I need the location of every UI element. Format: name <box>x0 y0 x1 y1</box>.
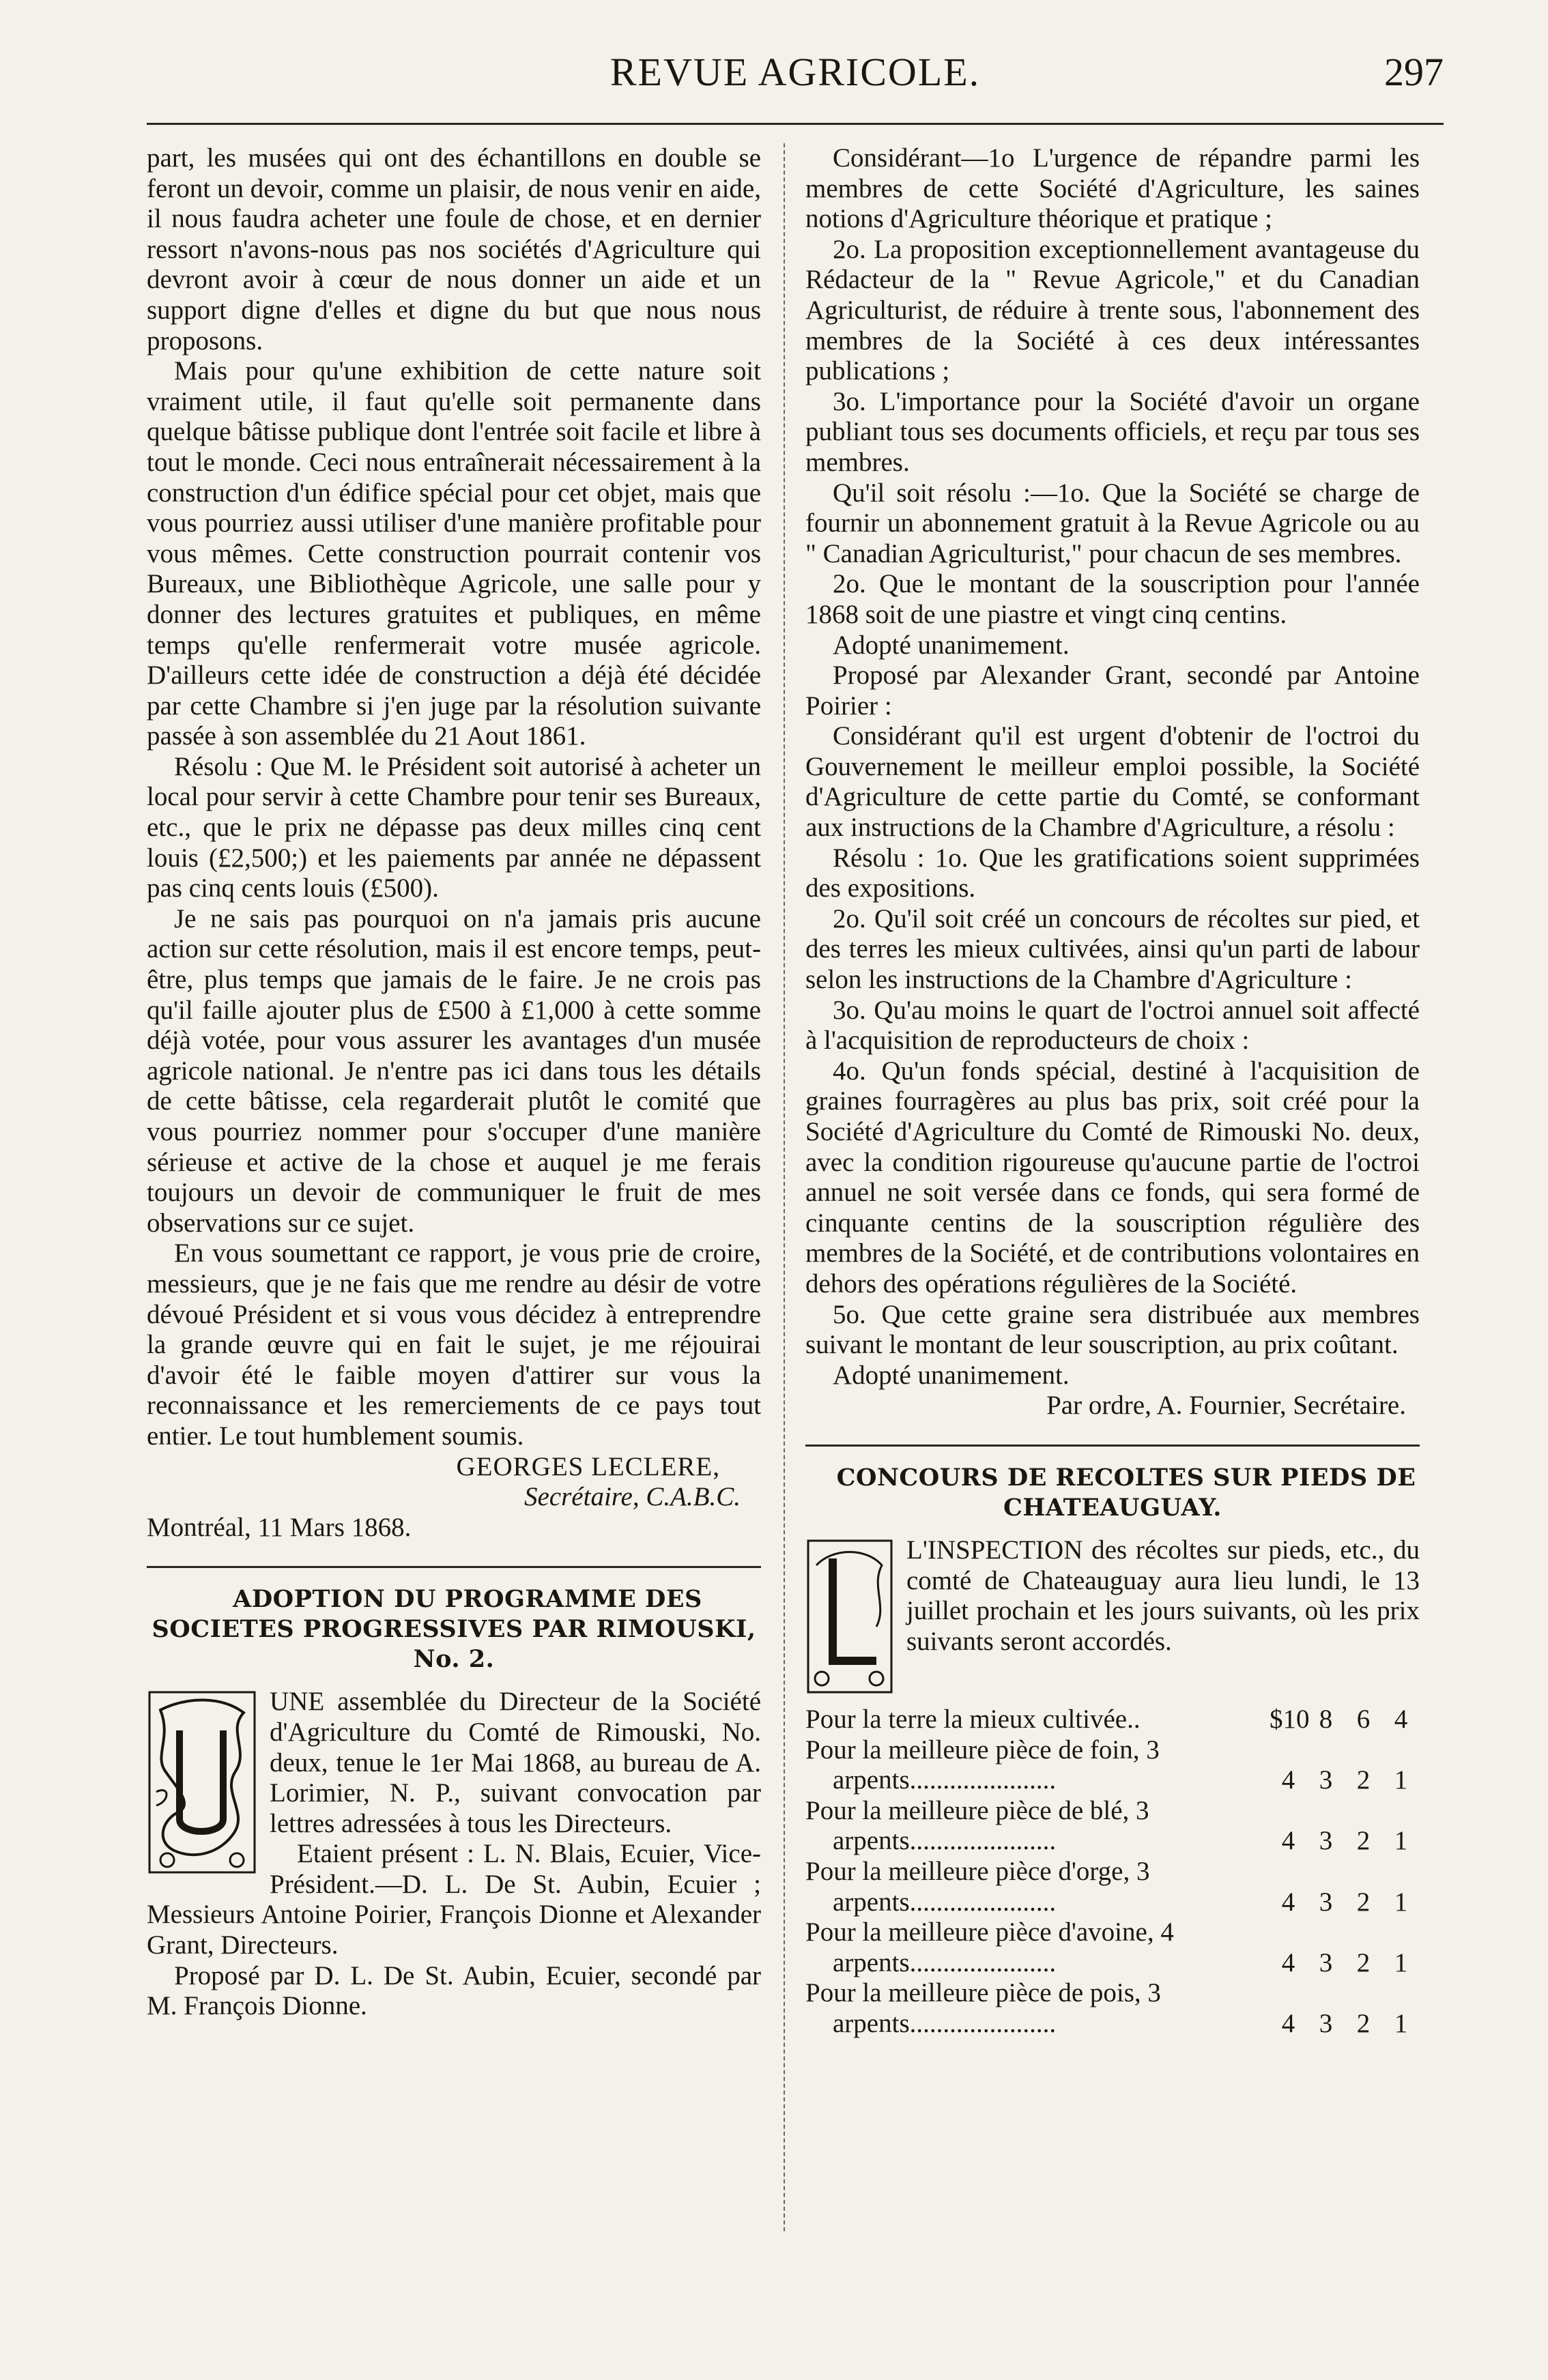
prize-label: Pour la meilleure pièce d'avoine, 4 <box>805 1917 1174 1947</box>
prize-row <box>805 1796 1420 1857</box>
prize-values <box>1270 1948 1420 1979</box>
paragraph: Résolu : Que M. le Président soit autorisé à acheter un local pour servir à cette Chambre pour tenir ses Bureaux, etc., que le prix ne dépasse pas deux milles cinq cent louis (£2,500;) et les paiements par année ne dépassent pas cinq cents louis (£500). <box>147 751 761 903</box>
section-rule <box>805 1445 1420 1447</box>
column-divider <box>784 143 785 2231</box>
prize-values <box>1270 1826 1420 1857</box>
prize-value: 3 <box>1319 1826 1333 1856</box>
paragraph: Proposé par D. L. De St. Aubin, Ecuier, secondé par M. François Dionne. <box>147 1960 761 2021</box>
concours-heading: CONCOURS DE RECOLTES SUR PIEDS DE CHATEAUGUAY. <box>836 1463 1416 1522</box>
prize-label: Pour la terre la mieux cultivée.. <box>805 1704 1141 1734</box>
paragraph: 2o. Que le montant de la souscription pour l'année 1868 soit de une piastre et vingt cinq centins. <box>805 569 1420 629</box>
prize-leader: arpents...................... <box>833 2008 1057 2038</box>
prize-leader: arpents...................... <box>833 1826 1057 1856</box>
paragraph: 5o. Que cette graine sera distribuée aux membres suivant le montant de leur souscription, au prix coûtant. <box>805 1299 1420 1360</box>
prize-value: 1 <box>1394 1947 1408 1977</box>
prize-value: 2 <box>1356 2008 1371 2038</box>
header-rule <box>147 123 1444 125</box>
prize-row <box>805 1735 1420 1796</box>
prize-label: Pour la meilleure pièce de blé, 3 <box>805 1795 1149 1825</box>
prize-value: 1 <box>1394 1826 1408 1856</box>
prize-row <box>805 1978 1420 2039</box>
prize-values <box>1270 2009 1420 2040</box>
prize-value: 2 <box>1356 1765 1371 1795</box>
prize-value: 4 <box>1281 1765 1295 1795</box>
paragraph: Qu'il soit résolu :—1o. Que la Société se charge de fournir un abonnement gratuit à la Revue Agricole ou au " Canadian Agriculturist," pour chacun de ses membres. <box>805 478 1420 568</box>
signature-place: Montréal, 11 Mars 1868. <box>147 1512 412 1542</box>
prize-value: 4 <box>1281 1826 1295 1856</box>
paragraph: Adopté unanimement. <box>833 1360 1070 1390</box>
prize-row <box>805 1917 1420 1978</box>
prize-value: 8 <box>1319 1704 1333 1734</box>
concours-paragraph: L'INSPECTION des récoltes sur pieds, etc., du comté de Chateauguay aura lieu lundi, le 13 juillet prochain et les jours suivants, où les prix suivants seront accordés. <box>906 1535 1420 1656</box>
page-number: 297 <box>1384 50 1444 94</box>
ornamental-initial-l-icon <box>805 1538 894 1695</box>
prize-value: $10 <box>1270 1704 1310 1734</box>
prize-leader: arpents...................... <box>833 1765 1057 1795</box>
prize-label: Pour la meilleure pièce de foin, 3 <box>805 1735 1160 1765</box>
prize-value: 1 <box>1394 2008 1408 2038</box>
prize-value: 6 <box>1356 1704 1371 1734</box>
prize-list <box>805 1704 1420 2040</box>
signature-title: Secrétaire, C.A.B.C. <box>524 1482 741 1512</box>
order-signature: Par ordre, A. Fournier, Secrétaire. <box>1046 1391 1406 1421</box>
prize-row <box>805 1704 1420 1735</box>
prize-leader: arpents...................... <box>833 1887 1057 1917</box>
paragraph: 4o. Qu'un fonds spécial, destiné à l'acquisition de graines fourragères au plus bas prix, soit créé pour la Société d'Agriculture du Comté de Rimouski No. deux, avec la condition rigoureuse qu'aucune partie de l'octroi annuel ne soit versée dans ce fonds, qui sera formé de cinquante centins de la souscription régulière des membres de la Société, et de contributions volontaires en dehors des opérations régulières de la Société. <box>805 1056 1420 1298</box>
left-column <box>147 143 761 2022</box>
running-title: REVUE AGRICOLE. <box>610 50 981 94</box>
paragraph: 3o. L'importance pour la Société d'avoir un organe publiant tous ses documents officiels, et reçu par tous ses membres. <box>805 386 1420 477</box>
prize-value: 2 <box>1356 1826 1371 1856</box>
prize-value: 4 <box>1394 1704 1408 1734</box>
right-column <box>805 143 1420 2039</box>
paragraph: Proposé par Alexander Grant, secondé par Antoine Poirier : <box>805 661 1420 721</box>
paragraph: 2o. La proposition exceptionnellement avantageuse du Rédacteur de la " Revue Agricole," et du Canadian Agriculturist, de réduire à trente sous, l'abonnement des membres de la Société à ces deux intéressantes publications ; <box>805 234 1420 386</box>
paragraph: Considérant—1o L'urgence de répandre parmi les membres de cette Société d'Agriculture, les saines notions d'Agriculture théorique et pratique ; <box>805 143 1420 234</box>
section-rule <box>147 1566 761 1568</box>
prize-value: 1 <box>1394 1887 1408 1917</box>
prize-values <box>1270 1887 1420 1918</box>
prize-value: 4 <box>1281 2008 1295 2038</box>
paragraph: 2o. Qu'il soit créé un concours de récoltes sur pied, et des terres les mieux cultivées, ainsi qu'un parti de labour selon les instructions de la Chambre d'Agriculture : <box>805 903 1420 995</box>
paragraph: Résolu : 1o. Que les gratifications soient supprimées des expositions. <box>805 843 1420 903</box>
paragraph: Adopté unanimement. <box>833 630 1070 660</box>
prize-value: 3 <box>1319 1887 1333 1917</box>
section-first-paragraph: UNE assemblée du Directeur de la Société d'Agriculture du Comté de Rimouski, No. deux, tenue le 1er Mai 1868, au bureau de A. Lorimier, N. P., suivant convocation par lettres adressées à tous les Directeurs. <box>270 1687 761 1838</box>
paragraph: En vous soumettant ce rapport, je vous prie de croire, messieurs, que je ne fais que me rendre au désir de votre dévoué Président et si vous vous décidez à entreprendre la grande œuvre qui en fait le sujet, je me réjouirai d'avoir été le faible moyen d'attirer sur vous la reconnaissance et les remerciements de ce pays tout entier. Le tout humblement soumis. <box>147 1238 761 1451</box>
prize-label: Pour la meilleure pièce de pois, 3 <box>805 1978 1161 2008</box>
paragraph: part, les musées qui ont des échantillons en double se feront un devoir, comme un plaisir, de nous venir en aide, il nous faudra acheter une foule de chose, et en dernier ressort n'avons-nous pas nos sociétés d'Agriculture qui devront avoir à cœur de nous donner un aide et un support digne d'elles et digne du but que nous nous proposons. <box>147 143 761 355</box>
section-heading: ADOPTION DU PROGRAMME DES SOCIETES PROGRESSIVES PAR RIMOUSKI, No. 2. <box>152 1585 756 1674</box>
prize-value: 4 <box>1281 1887 1295 1917</box>
prize-leader: arpents...................... <box>833 1947 1057 1977</box>
prize-row <box>805 1857 1420 1917</box>
paragraph: 3o. Qu'au moins le quart de l'octroi annuel soit affecté à l'acquisition de reproducteurs de choix : <box>805 995 1420 1056</box>
prize-value: 3 <box>1319 1947 1333 1977</box>
paragraph: Je ne sais pas pourquoi on n'a jamais pris aucune action sur cette résolution, mais il est encore temps, peut-être, plus temps que jamais de le faire. Je ne crois pas qu'il faille ajouter plus de £500 à £1,000 à cette somme déjà votée, pour vous assurer les avantages d'un musée agricole national. Je n'entre pas ici dans tous les détails de cette bâtisse, cela regarderait plutôt le comité que vous pourriez nommer pour s'occuper d'une manière sérieuse et active de la chose et auquel je me ferais toujours un devoir de communiquer le fruit de mes observations sur ce sujet. <box>147 903 761 1238</box>
prize-label: Pour la meilleure pièce d'orge, 3 <box>805 1856 1150 1886</box>
paragraph: Etaient présent : L. N. Blais, Ecuier, Vice-Président.—D. L. De St. Aubin, Ecuier ; Messieurs Antoine Poirier, François Dionne et Alexander Grant, Directeurs. <box>147 1839 761 1960</box>
prize-value: 2 <box>1356 1947 1371 1977</box>
prize-value: 4 <box>1281 1947 1295 1977</box>
prize-value: 1 <box>1394 1765 1408 1795</box>
signature-name: GEORGES LECLERE, <box>456 1451 720 1481</box>
dropcap-block <box>805 1535 1420 1695</box>
prize-value: 3 <box>1319 1765 1333 1795</box>
dropcap-block <box>147 1687 761 2022</box>
paragraph: Considérant qu'il est urgent d'obtenir de l'octroi du Gouvernement le meilleur emploi possible, la Société d'Agriculture de cette partie du Comté, se conformant aux instructions de la Chambre d'Agriculture, a résolu : <box>805 721 1420 843</box>
ornamental-initial-u-icon <box>147 1689 257 1875</box>
prize-values <box>1270 1765 1420 1796</box>
paragraph: Mais pour qu'une exhibition de cette nature soit vraiment utile, il faut qu'elle soit permanente dans quelque bâtisse publique dont l'entrée soit facile et libre à tout le monde. Ceci nous entraînerait nécessairement à la construction d'un édifice spécial pour cet objet, mais que vous pourriez aussi utiliser d'une manière profitable pour vous mêmes. Cette construction pourrait contenir vos Bureaux, une Bibliothèque Agricole, une salle pour y donner des lectures gratuites et publiques, en même temps qu'elle renfermerait votre musée agricole. D'ailleurs cette idée de construction a déjà été décidée par cette Chambre si j'en juge par la résolution suivante passée à son assemblée du 21 Aout 1861. <box>147 356 761 751</box>
running-head <box>147 49 1444 97</box>
prize-value: 3 <box>1319 2008 1333 2038</box>
prize-values <box>1270 1704 1420 1735</box>
prize-value: 2 <box>1356 1887 1371 1917</box>
